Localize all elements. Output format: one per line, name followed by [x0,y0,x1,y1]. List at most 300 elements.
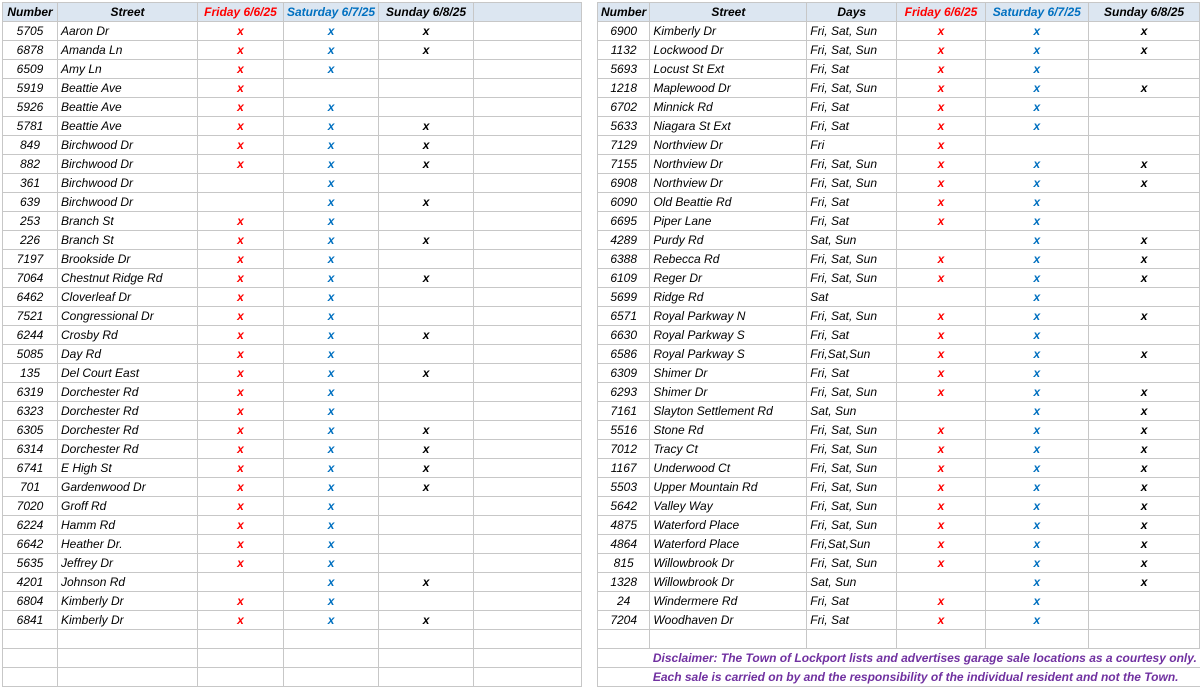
street-cell[interactable]: Slayton Settlement Rd [650,402,807,421]
days-cell[interactable]: Sat, Sun [807,402,897,421]
friday-cell[interactable]: x [897,440,986,459]
sunday-cell[interactable] [379,307,474,326]
saturday-cell[interactable]: x [284,174,379,193]
friday-cell[interactable]: x [198,60,284,79]
empty-cell[interactable] [474,60,582,79]
number-cell[interactable]: 1218 [598,79,650,98]
sunday-cell[interactable]: x [1088,516,1200,535]
saturday-cell[interactable]: x [985,212,1088,231]
days-cell[interactable]: Fri [807,136,897,155]
friday-cell[interactable]: x [897,592,986,611]
number-cell[interactable]: 5085 [3,345,58,364]
saturday-cell[interactable]: x [284,212,379,231]
friday-cell[interactable]: x [897,611,986,630]
street-cell[interactable]: Underwood Ct [650,459,807,478]
friday-header[interactable]: Friday 6/6/25 [897,3,986,22]
number-cell[interactable]: 135 [3,364,58,383]
street-cell[interactable]: Woodhaven Dr [650,611,807,630]
number-cell[interactable]: 6462 [3,288,58,307]
saturday-cell[interactable]: x [284,459,379,478]
saturday-cell[interactable]: x [284,592,379,611]
friday-cell[interactable]: x [198,611,284,630]
sunday-cell[interactable]: x [1088,307,1200,326]
street-cell[interactable]: Tracy Ct [650,440,807,459]
number-cell[interactable]: 7521 [3,307,58,326]
saturday-cell[interactable]: x [985,554,1088,573]
number-cell[interactable]: 6309 [598,364,650,383]
sunday-cell[interactable] [379,592,474,611]
empty-cell[interactable] [284,668,379,687]
street-cell[interactable]: Royal Parkway N [650,307,807,326]
street-cell[interactable]: Dorchester Rd [58,421,198,440]
street-cell[interactable]: Willowbrook Dr [650,554,807,573]
street-cell[interactable]: Valley Way [650,497,807,516]
street-cell[interactable]: Ridge Rd [650,288,807,307]
street-cell[interactable]: Birchwood Dr [58,155,198,174]
saturday-cell[interactable]: x [985,193,1088,212]
empty-cell[interactable] [474,98,582,117]
street-cell[interactable]: Purdy Rd [650,231,807,250]
sunday-cell[interactable]: x [1088,478,1200,497]
saturday-cell[interactable]: x [985,326,1088,345]
friday-cell[interactable]: x [198,383,284,402]
friday-cell[interactable]: x [198,98,284,117]
number-cell[interactable]: 701 [3,478,58,497]
sunday-cell[interactable] [1088,288,1200,307]
sunday-cell[interactable]: x [1088,269,1200,288]
empty-cell[interactable] [3,668,58,687]
number-cell[interactable]: 1328 [598,573,650,592]
empty-cell[interactable] [474,174,582,193]
street-cell[interactable]: Del Court East [58,364,198,383]
saturday-cell[interactable]: x [284,155,379,174]
saturday-cell[interactable]: x [284,231,379,250]
saturday-cell[interactable]: x [985,383,1088,402]
empty-cell[interactable] [474,231,582,250]
empty-cell[interactable] [474,41,582,60]
number-cell[interactable]: 4875 [598,516,650,535]
street-cell[interactable]: Kimberly Dr [58,592,198,611]
sunday-cell[interactable]: x [379,478,474,497]
street-cell[interactable]: Kimberly Dr [58,611,198,630]
number-cell[interactable]: 4201 [3,573,58,592]
friday-cell[interactable]: x [198,22,284,41]
friday-cell[interactable]: x [198,79,284,98]
sunday-cell[interactable]: x [1088,174,1200,193]
saturday-cell[interactable]: x [985,516,1088,535]
number-cell[interactable]: 6314 [3,440,58,459]
sunday-header[interactable]: Sunday 6/8/25 [1088,3,1200,22]
street-cell[interactable]: Royal Parkway S [650,345,807,364]
saturday-cell[interactable]: x [284,497,379,516]
street-cell[interactable]: Dorchester Rd [58,383,198,402]
number-cell[interactable]: 882 [3,155,58,174]
days-cell[interactable]: Fri, Sat, Sun [807,421,897,440]
street-cell[interactable]: Niagara St Ext [650,117,807,136]
sunday-cell[interactable] [1088,212,1200,231]
saturday-cell[interactable]: x [284,535,379,554]
saturday-cell[interactable]: x [284,326,379,345]
empty-cell[interactable] [897,630,986,649]
friday-cell[interactable] [897,402,986,421]
number-cell[interactable]: 6109 [598,269,650,288]
friday-cell[interactable]: x [198,155,284,174]
street-cell[interactable]: Kimberly Dr [650,22,807,41]
street-cell[interactable]: Branch St [58,231,198,250]
street-cell[interactable]: Shimer Dr [650,383,807,402]
empty-cell[interactable] [474,402,582,421]
saturday-cell[interactable]: x [985,288,1088,307]
empty-cell[interactable] [474,573,582,592]
days-cell[interactable]: Fri, Sat, Sun [807,269,897,288]
number-cell[interactable]: 1132 [598,41,650,60]
sunday-cell[interactable] [1088,98,1200,117]
saturday-cell[interactable]: x [985,117,1088,136]
friday-cell[interactable]: x [897,41,986,60]
empty-cell[interactable] [598,649,650,668]
friday-cell[interactable]: x [198,554,284,573]
friday-cell[interactable]: x [897,478,986,497]
friday-cell[interactable]: x [897,250,986,269]
sunday-cell[interactable]: x [1088,573,1200,592]
saturday-cell[interactable]: x [985,250,1088,269]
days-cell[interactable]: Fri, Sat [807,364,897,383]
street-cell[interactable]: Brookside Dr [58,250,198,269]
street-cell[interactable]: Groff Rd [58,497,198,516]
friday-cell[interactable]: x [198,421,284,440]
number-cell[interactable]: 6695 [598,212,650,231]
sunday-cell[interactable] [1088,117,1200,136]
saturday-cell[interactable]: x [284,60,379,79]
saturday-cell[interactable]: x [985,611,1088,630]
days-cell[interactable]: Fri,Sat,Sun [807,535,897,554]
empty-cell[interactable] [474,79,582,98]
empty-cell[interactable] [379,668,474,687]
street-cell[interactable]: E High St [58,459,198,478]
saturday-cell[interactable]: x [284,269,379,288]
friday-cell[interactable]: x [198,231,284,250]
sunday-cell[interactable]: x [379,459,474,478]
sunday-cell[interactable]: x [1088,79,1200,98]
sunday-cell[interactable]: x [379,136,474,155]
number-cell[interactable]: 7129 [598,136,650,155]
sunday-cell[interactable]: x [379,117,474,136]
friday-cell[interactable] [897,288,986,307]
sunday-cell[interactable]: x [1088,421,1200,440]
sunday-cell[interactable] [1088,611,1200,630]
days-cell[interactable]: Fri, Sat, Sun [807,41,897,60]
saturday-cell[interactable]: x [985,22,1088,41]
empty-cell[interactable] [474,440,582,459]
street-cell[interactable]: Maplewood Dr [650,79,807,98]
days-cell[interactable]: Sat [807,288,897,307]
friday-cell[interactable]: x [198,459,284,478]
number-cell[interactable]: 24 [598,592,650,611]
sunday-cell[interactable]: x [379,326,474,345]
sunday-cell[interactable] [1088,364,1200,383]
empty-cell[interactable] [474,22,582,41]
sunday-cell[interactable] [379,516,474,535]
sunday-cell[interactable]: x [379,269,474,288]
empty-cell[interactable] [474,497,582,516]
friday-cell[interactable]: x [897,269,986,288]
friday-cell[interactable]: x [897,155,986,174]
friday-cell[interactable] [897,231,986,250]
number-cell[interactable]: 7161 [598,402,650,421]
street-cell[interactable]: Birchwood Dr [58,193,198,212]
sunday-header[interactable]: Sunday 6/8/25 [379,3,474,22]
saturday-cell[interactable]: x [284,573,379,592]
friday-cell[interactable]: x [198,535,284,554]
friday-cell[interactable]: x [897,98,986,117]
days-cell[interactable]: Fri, Sat, Sun [807,440,897,459]
number-cell[interactable]: 253 [3,212,58,231]
number-cell[interactable]: 6323 [3,402,58,421]
street-cell[interactable]: Heather Dr. [58,535,198,554]
empty-cell[interactable] [474,269,582,288]
friday-cell[interactable]: x [198,326,284,345]
street-cell[interactable]: Northview Dr [650,155,807,174]
sunday-cell[interactable]: x [1088,440,1200,459]
empty-cell[interactable] [474,592,582,611]
saturday-cell[interactable]: x [284,250,379,269]
empty-cell[interactable] [198,630,284,649]
days-cell[interactable]: Fri, Sat, Sun [807,478,897,497]
empty-cell[interactable] [807,630,897,649]
street-cell[interactable]: Jeffrey Dr [58,554,198,573]
saturday-cell[interactable]: x [985,535,1088,554]
number-cell[interactable]: 4864 [598,535,650,554]
empty-cell[interactable] [985,630,1088,649]
number-cell[interactable]: 5699 [598,288,650,307]
saturday-cell[interactable]: x [985,41,1088,60]
saturday-cell[interactable]: x [284,440,379,459]
number-cell[interactable]: 6319 [3,383,58,402]
sunday-cell[interactable] [379,212,474,231]
friday-cell[interactable]: x [897,174,986,193]
days-cell[interactable]: Fri,Sat,Sun [807,345,897,364]
street-cell[interactable]: Reger Dr [650,269,807,288]
number-cell[interactable]: 226 [3,231,58,250]
number-cell[interactable]: 6224 [3,516,58,535]
number-cell[interactable]: 7020 [3,497,58,516]
empty-cell[interactable] [474,212,582,231]
saturday-cell[interactable]: x [284,307,379,326]
days-cell[interactable]: Fri, Sat, Sun [807,79,897,98]
sunday-cell[interactable] [1088,136,1200,155]
friday-cell[interactable]: x [897,326,986,345]
friday-cell[interactable]: x [198,307,284,326]
number-cell[interactable]: 6586 [598,345,650,364]
street-cell[interactable]: Windermere Rd [650,592,807,611]
street-header[interactable]: Street [58,3,198,22]
number-cell[interactable]: 6878 [3,41,58,60]
empty-cell[interactable] [1088,630,1200,649]
days-cell[interactable]: Fri, Sat, Sun [807,155,897,174]
sunday-cell[interactable]: x [379,440,474,459]
empty-cell[interactable] [58,630,198,649]
street-cell[interactable]: Minnick Rd [650,98,807,117]
sunday-cell[interactable] [379,497,474,516]
sunday-cell[interactable]: x [379,231,474,250]
sunday-cell[interactable]: x [379,193,474,212]
sunday-cell[interactable]: x [1088,345,1200,364]
number-cell[interactable]: 6293 [598,383,650,402]
street-cell[interactable]: Branch St [58,212,198,231]
empty-cell[interactable] [379,630,474,649]
saturday-cell[interactable]: x [284,117,379,136]
saturday-cell[interactable]: x [985,440,1088,459]
saturday-header[interactable]: Saturday 6/7/25 [284,3,379,22]
street-cell[interactable]: Old Beattie Rd [650,193,807,212]
days-cell[interactable]: Fri, Sat [807,98,897,117]
friday-cell[interactable]: x [198,516,284,535]
friday-cell[interactable]: x [897,345,986,364]
street-cell[interactable]: Hamm Rd [58,516,198,535]
street-cell[interactable]: Dorchester Rd [58,440,198,459]
saturday-cell[interactable]: x [284,364,379,383]
friday-cell[interactable]: x [198,269,284,288]
number-cell[interactable]: 5705 [3,22,58,41]
empty-cell[interactable] [474,649,582,668]
street-cell[interactable]: Locust St Ext [650,60,807,79]
saturday-cell[interactable]: x [284,22,379,41]
number-cell[interactable]: 5633 [598,117,650,136]
number-cell[interactable]: 5926 [3,98,58,117]
empty-cell[interactable] [474,630,582,649]
number-cell[interactable]: 5919 [3,79,58,98]
friday-cell[interactable]: x [198,41,284,60]
friday-cell[interactable]: x [198,478,284,497]
saturday-cell[interactable]: x [985,459,1088,478]
friday-cell[interactable]: x [897,554,986,573]
empty-cell[interactable] [474,383,582,402]
number-cell[interactable]: 6741 [3,459,58,478]
number-cell[interactable]: 815 [598,554,650,573]
friday-cell[interactable]: x [897,364,986,383]
friday-cell[interactable]: x [198,364,284,383]
saturday-cell[interactable]: x [284,383,379,402]
empty-cell[interactable] [474,459,582,478]
friday-cell[interactable]: x [198,136,284,155]
sunday-cell[interactable]: x [379,573,474,592]
saturday-cell[interactable]: x [985,421,1088,440]
sunday-cell[interactable]: x [379,421,474,440]
number-cell[interactable]: 6841 [3,611,58,630]
friday-cell[interactable]: x [897,193,986,212]
saturday-cell[interactable]: x [985,573,1088,592]
number-header[interactable]: Number [598,3,650,22]
street-cell[interactable]: Royal Parkway S [650,326,807,345]
sunday-cell[interactable] [379,98,474,117]
street-cell[interactable]: Amy Ln [58,60,198,79]
sunday-cell[interactable] [379,174,474,193]
days-cell[interactable]: Fri, Sat [807,193,897,212]
sunday-cell[interactable]: x [1088,459,1200,478]
street-cell[interactable]: Dorchester Rd [58,402,198,421]
empty-cell[interactable] [474,421,582,440]
empty-cell[interactable] [474,288,582,307]
sunday-cell[interactable]: x [1088,250,1200,269]
number-cell[interactable]: 6804 [3,592,58,611]
saturday-cell[interactable]: x [284,41,379,60]
number-cell[interactable]: 6388 [598,250,650,269]
empty-cell[interactable] [474,155,582,174]
empty-cell[interactable] [598,630,650,649]
days-cell[interactable]: Fri, Sat, Sun [807,459,897,478]
days-cell[interactable]: Fri, Sat, Sun [807,174,897,193]
number-cell[interactable]: 6244 [3,326,58,345]
saturday-cell[interactable]: x [985,402,1088,421]
saturday-cell[interactable] [985,136,1088,155]
empty-cell[interactable] [474,345,582,364]
street-cell[interactable]: Gardenwood Dr [58,478,198,497]
empty-cell[interactable] [474,611,582,630]
empty-cell[interactable] [198,649,284,668]
days-cell[interactable]: Fri, Sat, Sun [807,250,897,269]
number-cell[interactable]: 639 [3,193,58,212]
saturday-cell[interactable]: x [284,402,379,421]
friday-cell[interactable]: x [198,497,284,516]
friday-cell[interactable]: x [198,402,284,421]
number-cell[interactable]: 7197 [3,250,58,269]
saturday-header[interactable]: Saturday 6/7/25 [985,3,1088,22]
empty-cell[interactable] [474,326,582,345]
saturday-cell[interactable]: x [284,478,379,497]
saturday-cell[interactable]: x [985,155,1088,174]
empty-cell[interactable] [474,516,582,535]
sunday-cell[interactable]: x [379,364,474,383]
sunday-cell[interactable] [379,345,474,364]
street-cell[interactable]: Northview Dr [650,174,807,193]
street-cell[interactable]: Waterford Place [650,516,807,535]
street-cell[interactable]: Crosby Rd [58,326,198,345]
number-cell[interactable]: 5503 [598,478,650,497]
sunday-cell[interactable]: x [1088,41,1200,60]
sunday-cell[interactable]: x [379,611,474,630]
number-cell[interactable]: 4289 [598,231,650,250]
street-header[interactable]: Street [650,3,807,22]
saturday-cell[interactable]: x [284,288,379,307]
saturday-cell[interactable]: x [985,478,1088,497]
friday-cell[interactable]: x [897,497,986,516]
days-cell[interactable]: Fri, Sat, Sun [807,383,897,402]
empty-cell[interactable] [198,668,284,687]
street-cell[interactable]: Stone Rd [650,421,807,440]
friday-cell[interactable]: x [198,212,284,231]
number-cell[interactable]: 361 [3,174,58,193]
sunday-cell[interactable] [1088,193,1200,212]
days-cell[interactable]: Fri, Sat [807,592,897,611]
street-cell[interactable]: Rebecca Rd [650,250,807,269]
sunday-cell[interactable] [379,402,474,421]
saturday-cell[interactable]: x [284,516,379,535]
number-cell[interactable]: 6571 [598,307,650,326]
saturday-cell[interactable]: x [985,98,1088,117]
empty-cell[interactable] [3,630,58,649]
street-cell[interactable]: Birchwood Dr [58,136,198,155]
saturday-cell[interactable]: x [284,193,379,212]
number-header[interactable]: Number [3,3,58,22]
empty-cell[interactable] [598,668,650,687]
friday-cell[interactable]: x [897,60,986,79]
saturday-cell[interactable]: x [985,307,1088,326]
days-cell[interactable]: Fri, Sat [807,212,897,231]
sunday-cell[interactable]: x [1088,497,1200,516]
sunday-cell[interactable]: x [1088,402,1200,421]
empty-cell[interactable] [474,668,582,687]
sunday-cell[interactable] [1088,60,1200,79]
